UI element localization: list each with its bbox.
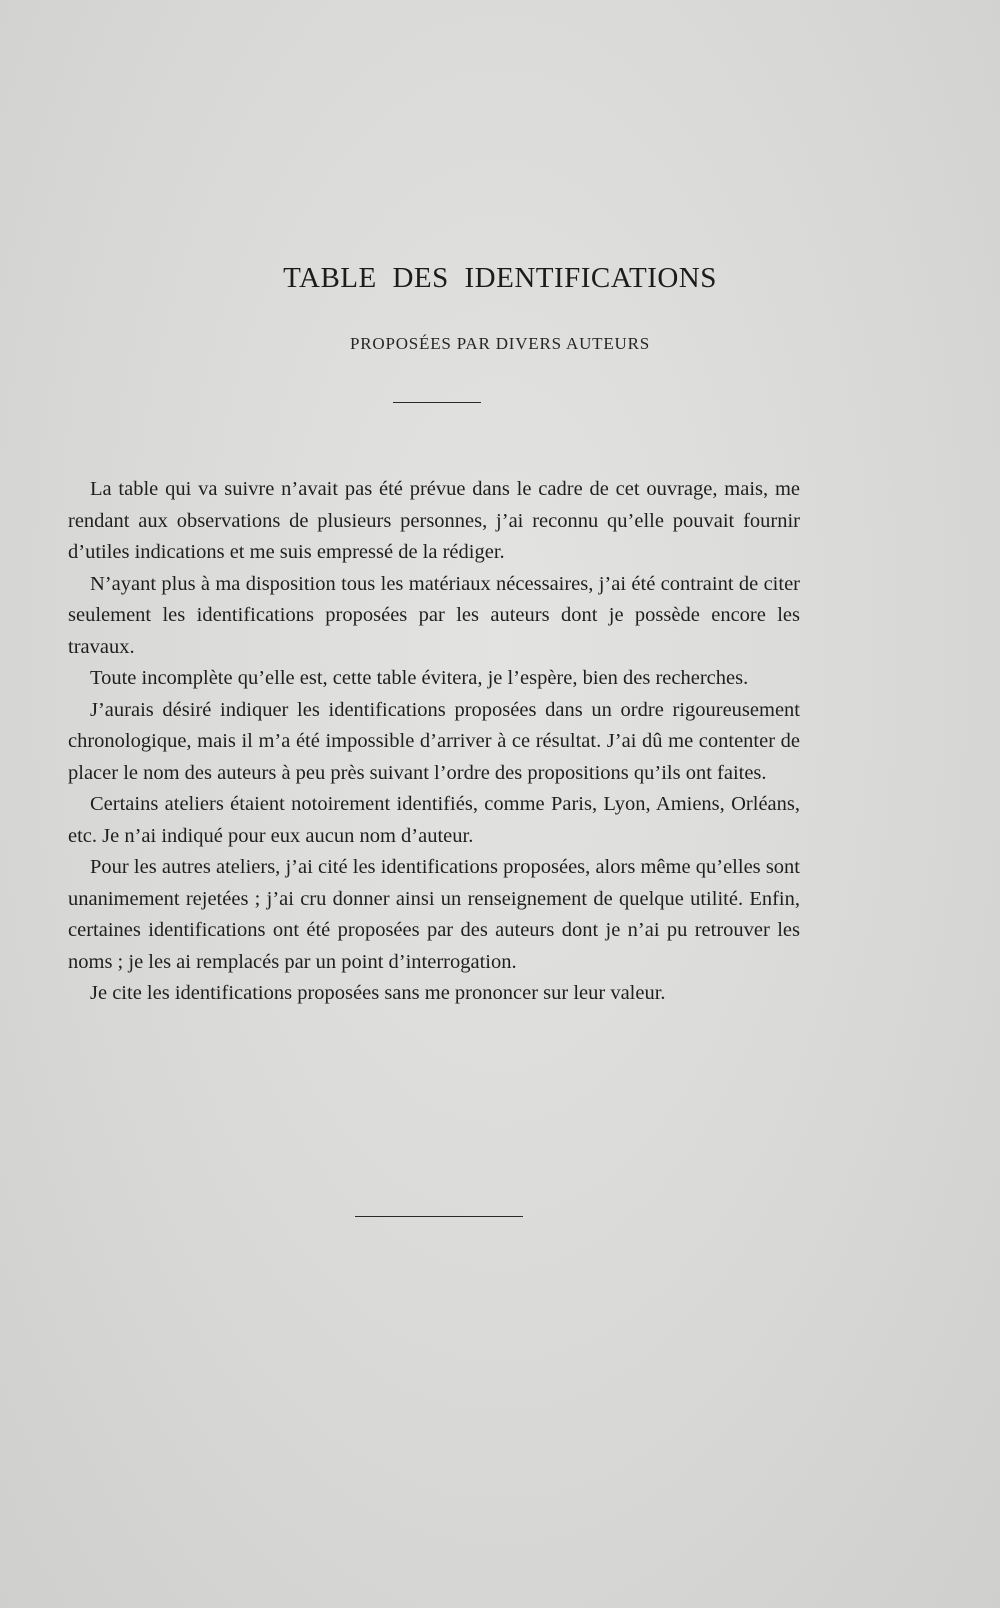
- paragraph: Certains ateliers étaient notoirement identifiés, comme Paris, Lyon, Amiens, Orléans, etc. Je n’ai indiqué pour eux aucun nom d’auteur.: [68, 793, 800, 847]
- end-divider: [355, 1216, 523, 1217]
- paragraph: Pour les autres ateliers, j’ai cité les identifications proposées, alors même qu’elles sont unanimement rejetées ; j’ai cru donner ainsi un renseignement de quelque utilité. Enfin, certaines identifications ont été proposées par des auteurs dont je n’ai pu retrouver les noms ; je les ai remplacés par un point d’interrogation.: [68, 856, 800, 973]
- paragraph: Je cite les identifications proposées sans me prononcer sur leur valeur.: [90, 982, 666, 1004]
- body-text: [68, 474, 800, 1010]
- page-title: TABLE DES IDENTIFICATIONS: [283, 262, 717, 294]
- paragraph: J’aurais désiré indiquer les identifications proposées dans un ordre rigoureusement chronologique, mais il m’a été impossible d’arriver à ce résultat. J’ai dû me contenter de placer le nom des auteurs à peu près suivant l’ordre des propositions qu’ils ont faites.: [68, 698, 800, 784]
- title-divider: [393, 402, 481, 403]
- paragraph: Toute incomplète qu’elle est, cette table évitera, je l’espère, bien des recherches.: [90, 667, 749, 689]
- paragraph: La table qui va suivre n’avait pas été prévue dans le cadre de cet ouvrage, mais, me rendant aux observations de plusieurs personnes, j’ai reconnu qu’elle pouvait fournir d’utiles indications et me suis empressé de la rédiger.: [68, 478, 800, 563]
- paragraph: N’ayant plus à ma disposition tous les matériaux nécessaires, j’ai été contraint de citer seulement les identifications proposées par les auteurs dont je possède encore les travaux.: [68, 572, 800, 658]
- page-subtitle: PROPOSÉES PAR DIVERS AUTEURS: [350, 334, 650, 353]
